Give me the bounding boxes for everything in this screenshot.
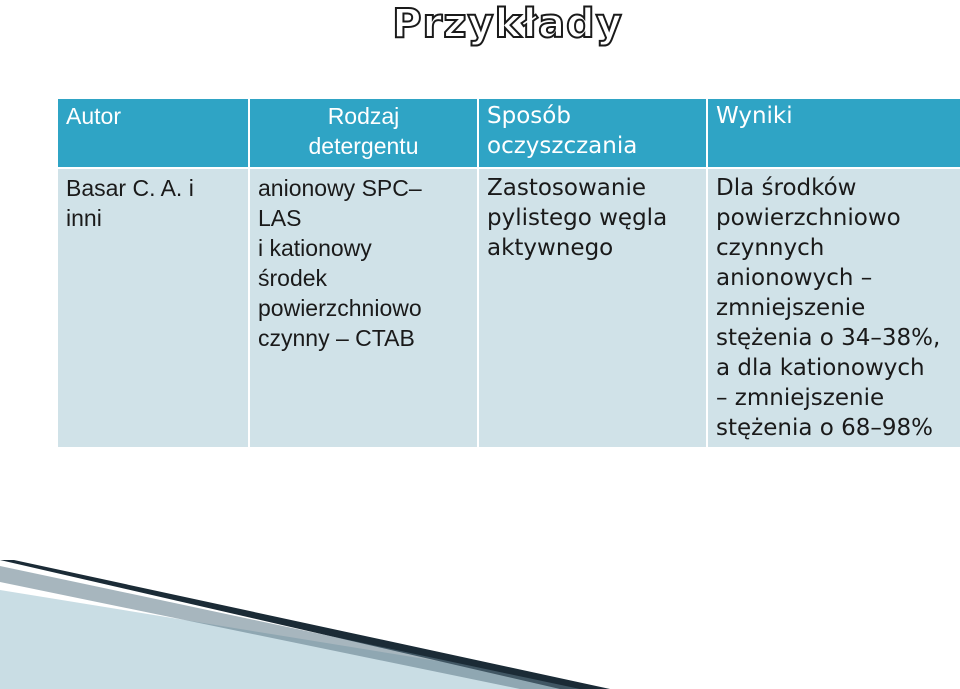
slide-title: Przykłady (392, 1, 623, 47)
cell-line: Dla środków (716, 175, 857, 201)
cell-line: – zmniejszenie (716, 385, 885, 411)
header-results: Wyniki (707, 98, 960, 168)
header-method-line: oczyszczania (487, 133, 638, 159)
header-method (478, 98, 707, 168)
cell-line: stężenia o 68–98% (716, 415, 934, 441)
cell-author (57, 168, 249, 448)
cell-line: stężenia o 34–38%, (716, 325, 941, 351)
cell-line: aktywnego (487, 235, 614, 261)
cell-results (707, 168, 960, 448)
cell-line: Basar C. A. i (66, 175, 194, 201)
cell-line: Zastosowanie (487, 175, 647, 201)
cell-line: powierzchniowo (716, 205, 901, 231)
header-method-line: Sposób (487, 103, 571, 129)
cell-line: LAS (258, 205, 302, 231)
cell-line: inni (66, 205, 102, 231)
header-detergent (249, 98, 478, 168)
cell-detergent (249, 168, 478, 448)
cell-line: czynny – CTAB (258, 325, 415, 351)
cell-line: anionowy SPC– (258, 175, 422, 201)
cell-line: i kationowy (258, 235, 372, 261)
examples-table (56, 97, 960, 449)
table-header-row (57, 98, 960, 168)
header-detergent-line: detergentu (308, 133, 419, 159)
cell-line: czynnych (716, 235, 825, 261)
header-detergent-line: Rodzaj (327, 103, 400, 129)
cell-line: a dla kationowych (716, 355, 925, 381)
cell-line: zmniejszenie (716, 295, 866, 321)
header-author: Autor (57, 98, 249, 168)
cell-method (478, 168, 707, 448)
table-row (57, 168, 960, 448)
cell-line: powierzchniowo (258, 295, 422, 321)
decorative-swoosh (0, 560, 960, 689)
cell-line: środek (258, 265, 328, 291)
cell-line: pylistego węgla (487, 205, 668, 231)
cell-line: anionowych – (716, 265, 873, 291)
